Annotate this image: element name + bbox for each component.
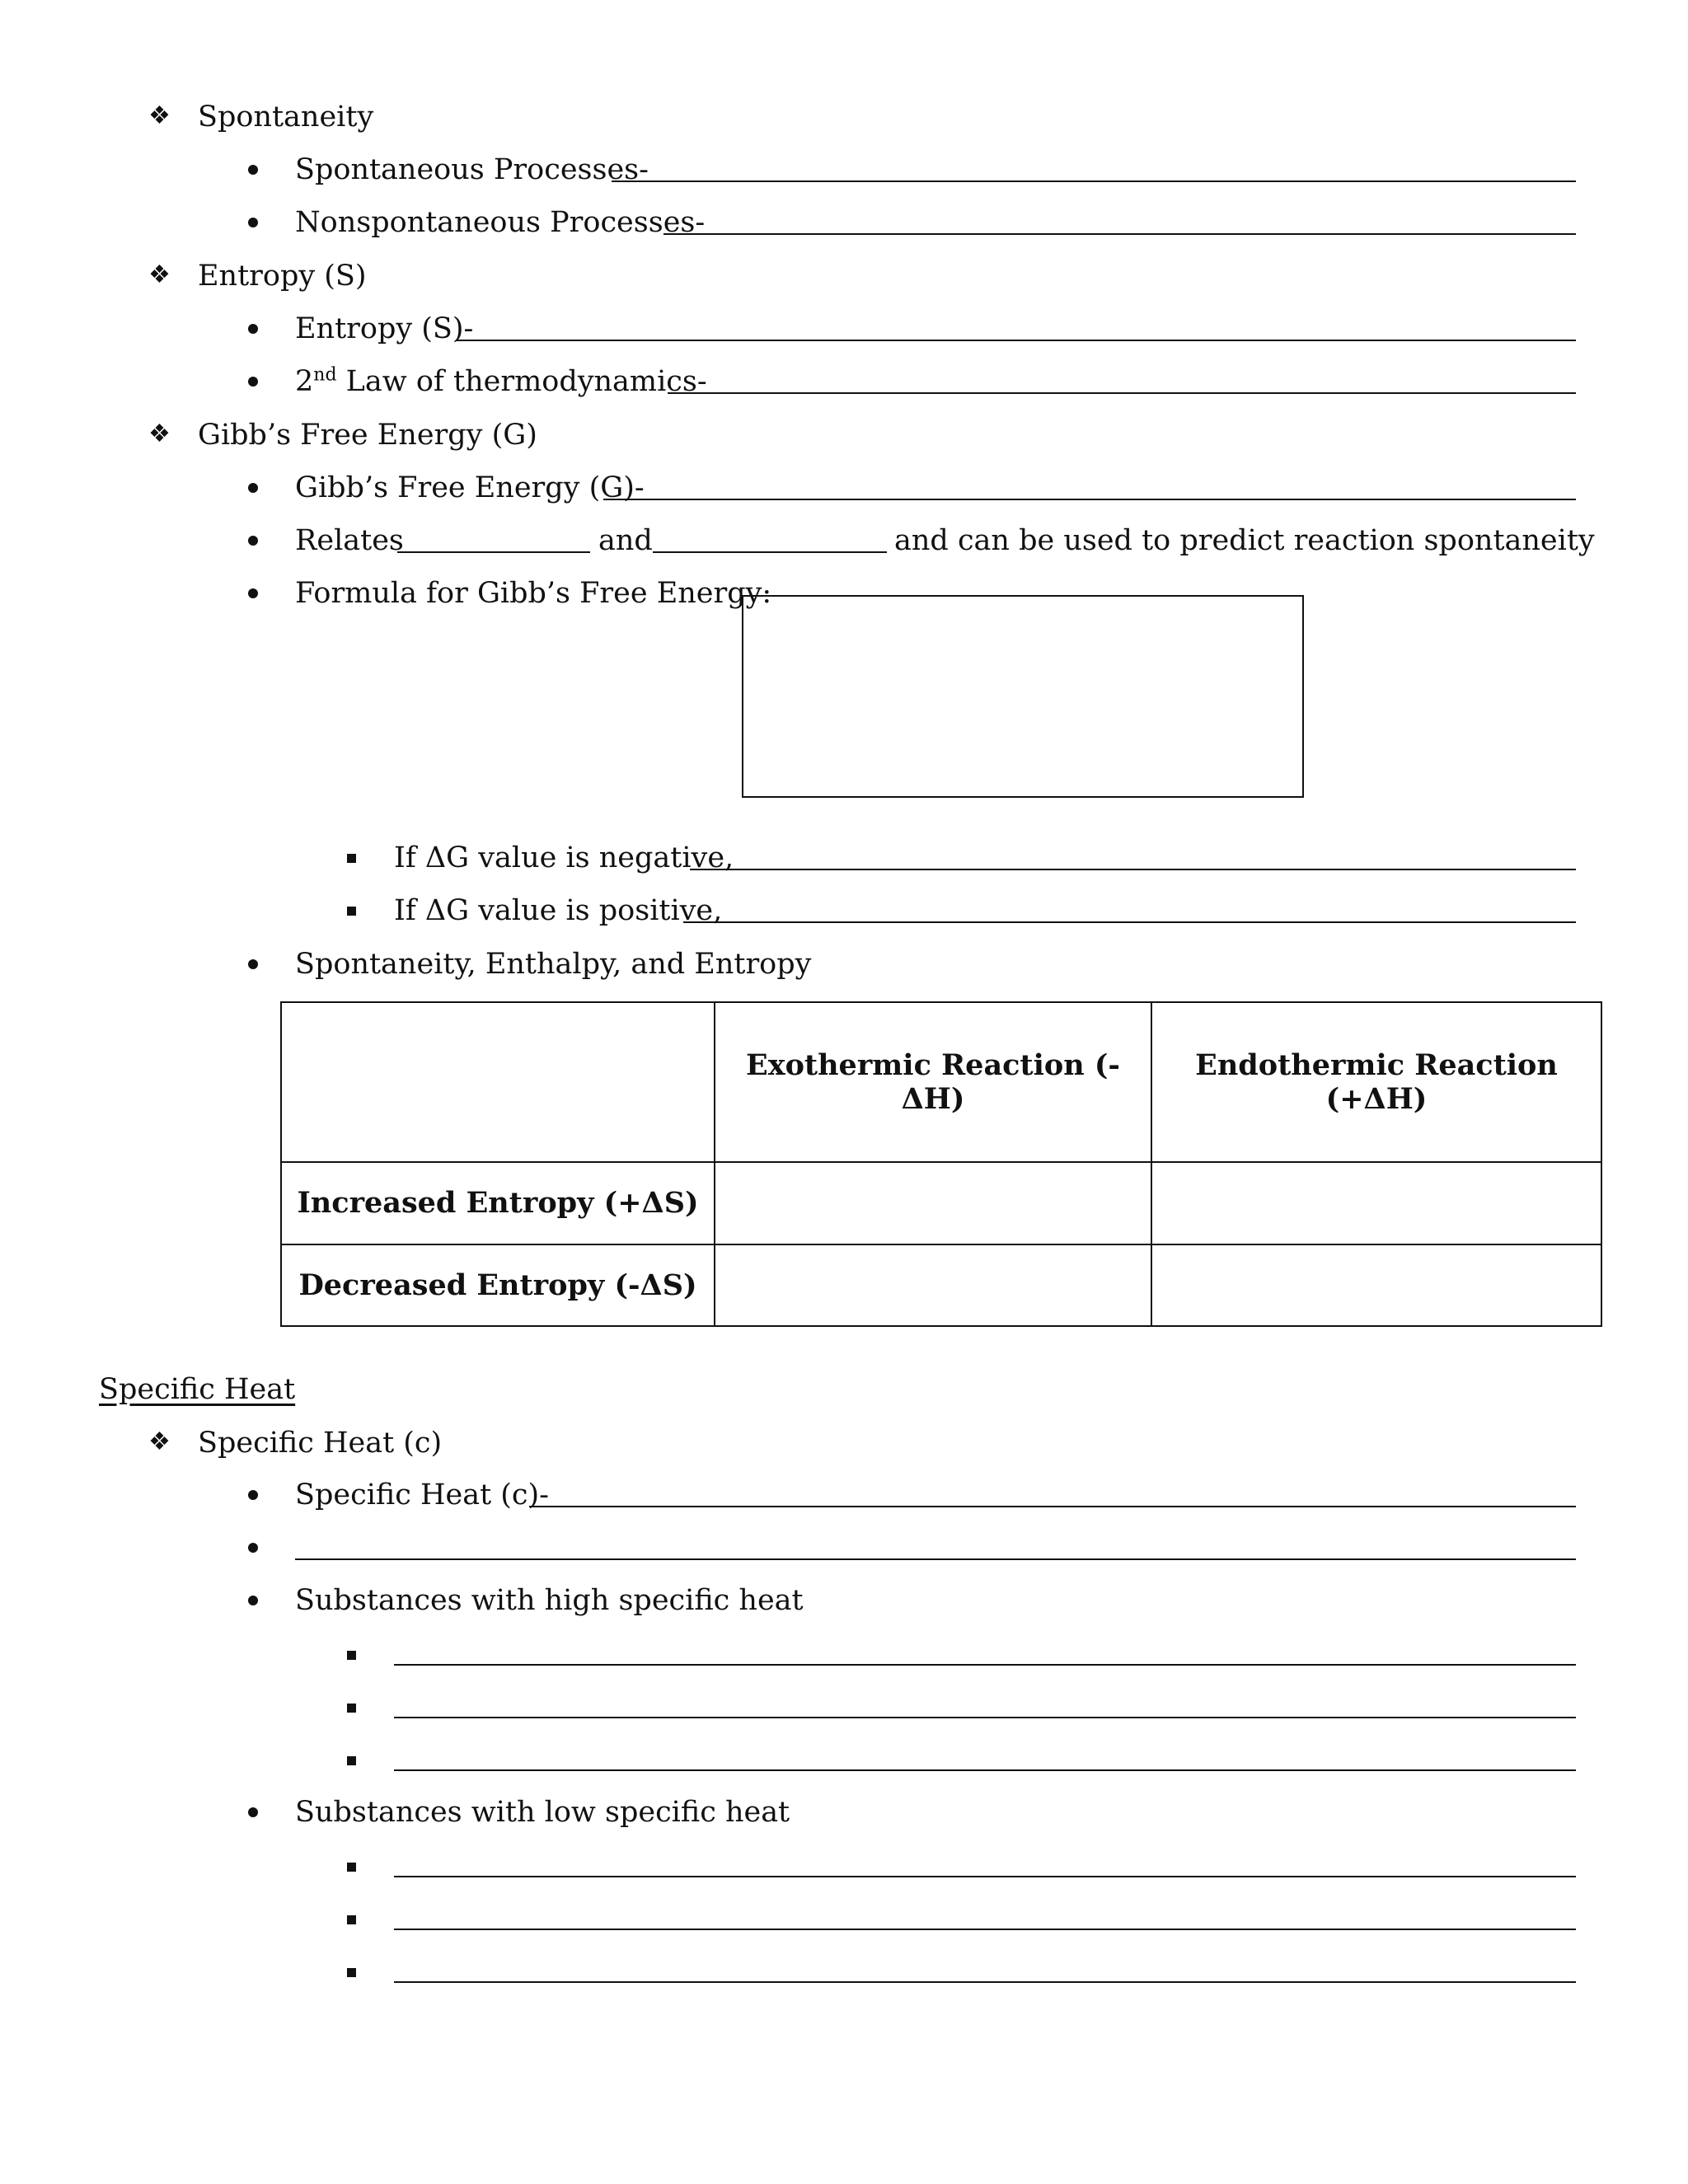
- diamond-bullet-icon: ❖: [148, 101, 171, 130]
- answer-blank[interactable]: [603, 499, 1576, 500]
- square-bullet-icon: [347, 1704, 356, 1713]
- answer-blank[interactable]: [683, 921, 1576, 923]
- heading-spontaneity: Spontaneity: [198, 101, 374, 134]
- bullet-dot-icon: [248, 377, 258, 387]
- heading-gibbs: Gibb’s Free Energy (G): [198, 419, 537, 452]
- diamond-bullet-icon: ❖: [148, 260, 171, 289]
- square-bullet-icon: [347, 1863, 356, 1872]
- table-cell[interactable]: [1151, 1244, 1601, 1326]
- heading-entropy: Entropy (S): [198, 260, 367, 293]
- bullet-dot-icon: [248, 324, 258, 334]
- bullet-dot-icon: [248, 959, 258, 969]
- col-header-endothermic: Endothermic Reaction (+ΔH): [1151, 1002, 1601, 1162]
- row-header-increased-entropy: Increased Entropy (+ΔS): [281, 1162, 715, 1244]
- label-spontaneous-processes: Spontaneous Processes-: [295, 153, 649, 186]
- bullet-dot-icon: [248, 1807, 258, 1817]
- answer-blank[interactable]: [397, 551, 590, 553]
- table-row: [281, 1244, 1601, 1326]
- label-nonspontaneous-processes: Nonspontaneous Processes-: [295, 206, 706, 239]
- label-entropy: Entropy (S)-: [295, 312, 474, 345]
- bullet-dot-icon: [248, 165, 258, 175]
- diamond-bullet-icon: ❖: [148, 419, 171, 448]
- square-bullet-icon: [347, 1968, 356, 1977]
- square-bullet-icon: [347, 907, 356, 916]
- square-bullet-icon: [347, 1756, 356, 1765]
- diamond-bullet-icon: ❖: [148, 1427, 171, 1456]
- answer-blank[interactable]: [668, 392, 1576, 394]
- bullet-dot-icon: [248, 588, 258, 598]
- label-second-law: 2nd Law of thermodynamics-: [295, 364, 707, 398]
- label-specific-heat: Specific Heat (c)-: [295, 1479, 549, 1511]
- bullet-dot-icon: [248, 1596, 258, 1605]
- answer-blank[interactable]: [653, 551, 887, 553]
- answer-blank[interactable]: [394, 1717, 1576, 1718]
- label-relates-rest: and can be used to predict reaction spontaneity: [894, 524, 1595, 557]
- bullet-dot-icon: [248, 1490, 258, 1500]
- label-gibbs-free-energy: Gibb’s Free Energy (G)-: [295, 471, 645, 504]
- answer-blank[interactable]: [394, 1769, 1576, 1771]
- answer-blank[interactable]: [394, 1981, 1576, 1983]
- bullet-dot-icon: [248, 1543, 258, 1553]
- section-title-specific-heat: Specific Heat: [99, 1373, 296, 1406]
- heading-specific-heat: Specific Heat (c): [198, 1427, 443, 1460]
- square-bullet-icon: [347, 1651, 356, 1660]
- label-low-specific-heat: Substances with low specific heat: [295, 1796, 790, 1829]
- table-row: [281, 1162, 1601, 1244]
- answer-blank[interactable]: [295, 1558, 1576, 1560]
- answer-blank[interactable]: [663, 233, 1576, 235]
- answer-blank[interactable]: [690, 869, 1576, 870]
- table-cell[interactable]: [715, 1162, 1151, 1244]
- bullet-dot-icon: [248, 536, 258, 546]
- col-header-exothermic: Exothermic Reaction (-ΔH): [715, 1002, 1151, 1162]
- bullet-dot-icon: [248, 483, 258, 493]
- answer-blank[interactable]: [456, 340, 1576, 341]
- label-and: and: [598, 524, 653, 557]
- answer-blank[interactable]: [612, 180, 1576, 182]
- table-cell[interactable]: [715, 1244, 1151, 1326]
- label-dg-negative: If ΔG value is negative,: [394, 841, 734, 874]
- bullet-dot-icon: [248, 218, 258, 227]
- label-formula: Formula for Gibb’s Free Energy:: [295, 577, 772, 610]
- square-bullet-icon: [347, 1915, 356, 1924]
- label-relates: Relates: [295, 524, 404, 557]
- label-table-intro: Spontaneity, Enthalpy, and Entropy: [295, 948, 812, 981]
- table-cell[interactable]: [1151, 1162, 1601, 1244]
- square-bullet-icon: [347, 854, 356, 863]
- answer-blank[interactable]: [394, 1664, 1576, 1666]
- answer-blank[interactable]: [394, 1876, 1576, 1877]
- row-header-decreased-entropy: Decreased Entropy (-ΔS): [281, 1244, 715, 1326]
- spontaneity-table: [280, 1001, 1602, 1327]
- label-high-specific-heat: Substances with high specific heat: [295, 1584, 804, 1617]
- table-corner-cell: [281, 1002, 715, 1162]
- label-dg-positive: If ΔG value is positive,: [394, 894, 723, 927]
- answer-blank[interactable]: [394, 1929, 1576, 1930]
- answer-blank[interactable]: [529, 1506, 1576, 1507]
- formula-box[interactable]: [742, 595, 1304, 798]
- table-row: [281, 1002, 1601, 1162]
